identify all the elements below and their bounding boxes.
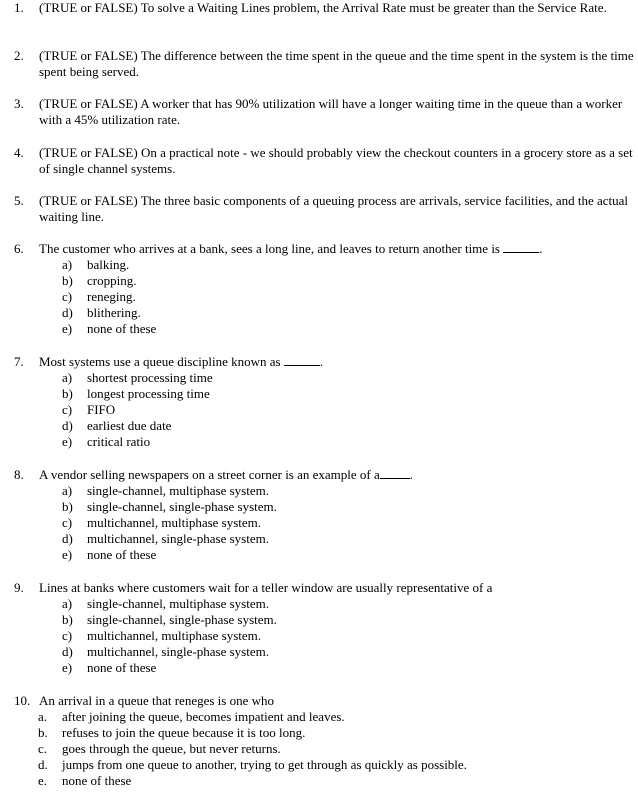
- question-text: (TRUE or FALSE) The difference between the time spent in the queue and the time spent in the system is the time spent being served.: [39, 48, 634, 79]
- option-text: single-channel, multiphase system.: [87, 483, 269, 498]
- option-e: [14, 321, 636, 337]
- option-label: a): [62, 370, 73, 385]
- question-3: [14, 96, 636, 128]
- option-text: refuses to join the queue because it is too long.: [62, 725, 306, 740]
- question-text: Most systems use a queue discipline known as: [39, 354, 281, 369]
- question-number: 6.: [14, 241, 24, 256]
- option-label: e): [62, 547, 73, 562]
- question-2: [14, 48, 636, 80]
- option-text: none of these: [62, 773, 132, 788]
- option-a: [14, 370, 636, 386]
- option-label: d): [62, 305, 73, 320]
- option-label: d): [62, 418, 73, 433]
- option-text: multichannel, multiphase system.: [87, 628, 262, 643]
- option-c: [14, 515, 636, 531]
- option-label: c): [62, 628, 73, 643]
- question-4: [14, 145, 636, 177]
- option-label: e): [62, 434, 73, 449]
- option-text: goes through the queue, but never returns.: [62, 741, 281, 756]
- question-suffix: .: [409, 467, 414, 482]
- option-text: cropping.: [87, 273, 137, 288]
- option-label: a.: [38, 709, 48, 724]
- option-e: [14, 434, 636, 450]
- option-label: b): [62, 386, 73, 401]
- answer-blank: [284, 354, 320, 366]
- option-label: d): [62, 531, 73, 546]
- question-6: [14, 241, 636, 337]
- question-text: A vendor selling newspapers on a street corner is an example of a: [39, 467, 380, 482]
- option-label: e): [62, 321, 73, 336]
- option-text: none of these: [87, 321, 157, 336]
- option-text: multichannel, single-phase system.: [87, 531, 269, 546]
- option-e: [14, 660, 636, 676]
- option-d: [14, 418, 636, 434]
- option-label: b): [62, 612, 73, 627]
- option-text: blithering.: [87, 305, 141, 320]
- option-text: single-channel, single-phase system.: [87, 612, 277, 627]
- option-text: FIFO: [87, 402, 116, 417]
- option-d: [14, 757, 636, 773]
- option-c: [14, 289, 636, 305]
- option-text: balking.: [87, 257, 130, 272]
- option-label: c): [62, 402, 73, 417]
- option-b: [14, 273, 636, 289]
- option-label: a): [62, 596, 73, 611]
- option-label: e): [62, 660, 73, 675]
- question-number: 10.: [14, 693, 31, 708]
- option-text: multichannel, single-phase system.: [87, 644, 269, 659]
- option-label: c.: [38, 741, 48, 756]
- option-text: single-channel, multiphase system.: [87, 596, 269, 611]
- question-1: [14, 0, 636, 16]
- option-label: a): [62, 257, 73, 272]
- question-number: 1.: [14, 0, 24, 15]
- option-a: [14, 596, 636, 612]
- option-text: none of these: [87, 660, 157, 675]
- option-a: [14, 709, 636, 725]
- question-number: 7.: [14, 354, 24, 369]
- option-b: [14, 386, 636, 402]
- answer-blank: [380, 467, 410, 479]
- option-b: [14, 612, 636, 628]
- option-label: b): [62, 273, 73, 288]
- option-d: [14, 531, 636, 547]
- option-c: [14, 402, 636, 418]
- option-text: jumps from one queue to another, trying to get through as quickly as possible.: [62, 757, 467, 772]
- option-text: single-channel, single-phase system.: [87, 499, 277, 514]
- question-text: The customer who arrives at a bank, sees a long line, and leaves to return another time is: [39, 241, 500, 256]
- option-e: [14, 547, 636, 563]
- answer-blank: [503, 241, 539, 253]
- option-a: [14, 483, 636, 499]
- option-label: b.: [38, 725, 48, 740]
- question-text: An arrival in a queue that reneges is one who: [39, 693, 275, 708]
- option-label: d): [62, 644, 73, 659]
- question-number: 9.: [14, 580, 24, 595]
- option-text: multichannel, multiphase system.: [87, 515, 262, 530]
- option-a: [14, 257, 636, 273]
- question-text: (TRUE or FALSE) The three basic components of a queuing process are arrivals, service facilities, and the actual waiting line.: [39, 193, 629, 224]
- option-text: earliest due date: [87, 418, 172, 433]
- option-b: [14, 725, 636, 741]
- question-5: [14, 193, 636, 225]
- option-text: none of these: [87, 547, 157, 562]
- option-text: shortest processing time: [87, 370, 213, 385]
- question-number: 3.: [14, 96, 24, 111]
- option-text: longest processing time: [87, 386, 210, 401]
- option-c: [14, 741, 636, 757]
- question-suffix: .: [539, 241, 543, 256]
- option-label: c): [62, 515, 73, 530]
- option-text: after joining the queue, becomes impatient and leaves.: [62, 709, 345, 724]
- option-text: critical ratio: [87, 434, 151, 449]
- question-number: 8.: [14, 467, 24, 482]
- option-d: [14, 305, 636, 321]
- question-number: 5.: [14, 193, 24, 208]
- option-b: [14, 499, 636, 515]
- question-text: (TRUE or FALSE) On a practical note - we should probably view the checkout counters in a grocery store as a set of single channel systems.: [39, 145, 633, 176]
- question-10: [14, 693, 636, 789]
- question-text: (TRUE or FALSE) To solve a Waiting Lines problem, the Arrival Rate must be greater than the Service Rate.: [39, 0, 607, 15]
- option-label: c): [62, 289, 73, 304]
- question-number: 4.: [14, 145, 24, 160]
- option-label: a): [62, 483, 73, 498]
- option-label: d.: [38, 757, 48, 772]
- option-label: e.: [38, 773, 48, 788]
- option-e: [14, 773, 636, 789]
- option-c: [14, 628, 636, 644]
- option-d: [14, 644, 636, 660]
- question-9: [14, 580, 636, 676]
- option-label: b): [62, 499, 73, 514]
- question-text: Lines at banks where customers wait for a teller window are usually representative of a: [39, 580, 493, 595]
- question-text: (TRUE or FALSE) A worker that has 90% utilization will have a longer waiting time in the queue than a worker with a 45% utilization rate.: [39, 96, 623, 127]
- question-suffix: .: [319, 354, 324, 369]
- question-7: [14, 354, 636, 450]
- question-8: [14, 467, 636, 563]
- option-text: reneging.: [87, 289, 136, 304]
- question-number: 2.: [14, 48, 24, 63]
